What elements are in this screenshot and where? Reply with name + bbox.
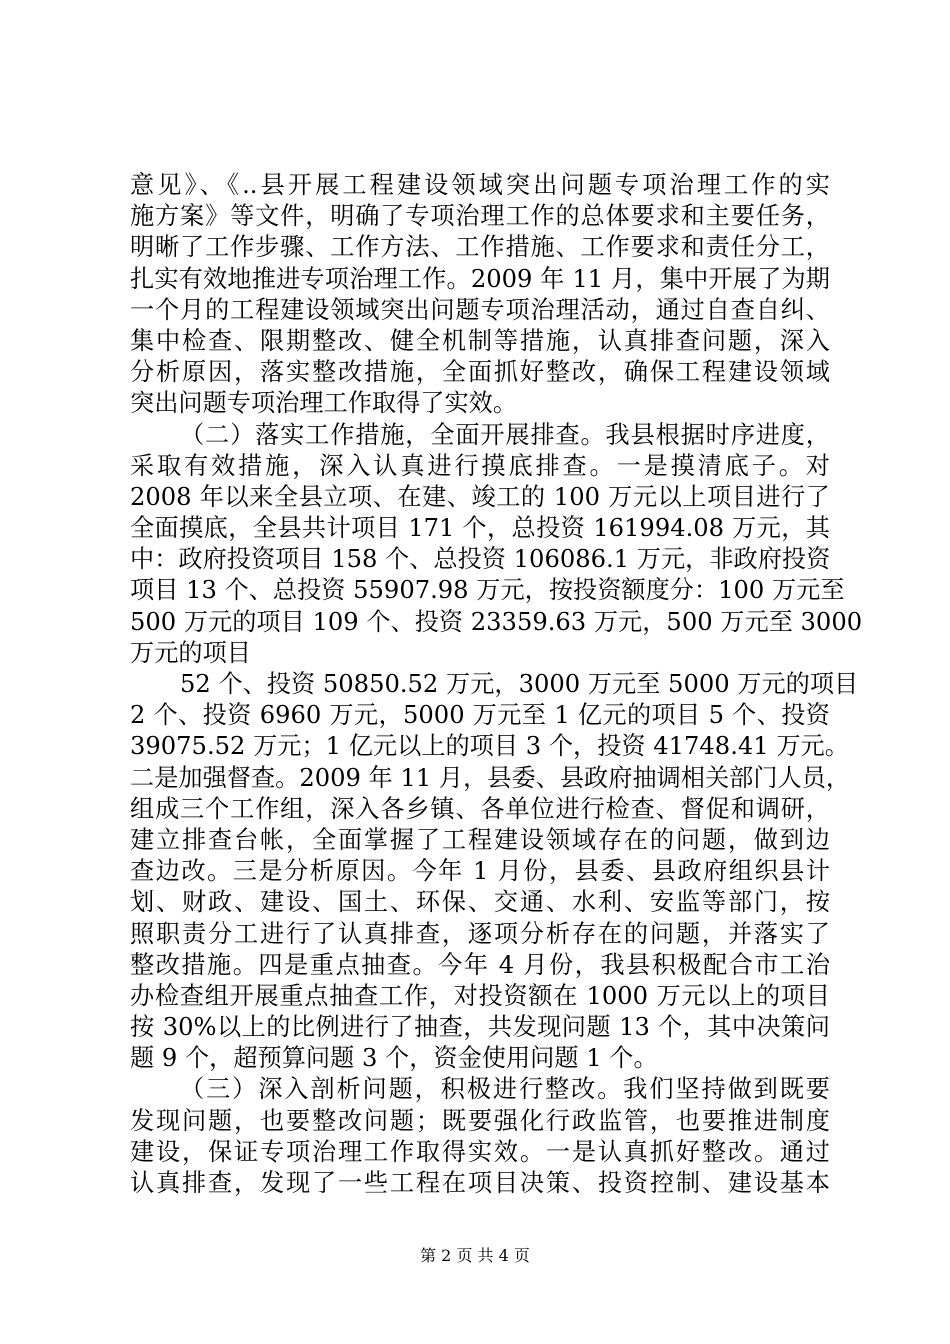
paragraph-start-line: （三）深入剖析问题，积极进行整改。我们坚持做到既要 (180, 1075, 830, 1104)
text-line: 划、财政、建设、国土、环保、交通、水利、安监等部门，按 (130, 888, 830, 917)
text-line: 项目 13 个、总投资 55907.98 万元，按投资额度分：100 万元至 (130, 576, 845, 605)
text-line: 全面摸底，全县共计项目 171 个，总投资 161994.08 万元，其 (130, 514, 830, 543)
body-text (130, 170, 863, 1199)
text-line: 采取有效措施，深入认真进行摸底排查。一是摸清底子。对 (130, 451, 830, 480)
text-line: 2008 年以来全县立项、在建、竣工的 100 万元以上项目进行了 (130, 482, 830, 511)
paragraph-start-line: （二）落实工作措施，全面开展排查。我县根据时序进度， (180, 420, 830, 449)
text-line: 整改措施。四是重点抽查。今年 4 月份，我县积极配合市工治 (130, 950, 830, 979)
text-line: 发现问题，也要整改问题；既要强化行政监管，也要推进制度 (130, 1106, 830, 1135)
text-line: 集中检查、限期整改、健全机制等措施，认真排查问题，深入 (130, 326, 830, 355)
text-line: 建设，保证专项治理工作取得实效。一是认真抓好整改。通过 (130, 1137, 830, 1166)
text-line: 题 9 个，超预算问题 3 个，资金使用问题 1 个。 (130, 1044, 658, 1073)
text-line: 万元的项目 (130, 638, 251, 667)
text-line: 按 30%以上的比例进行了抽查，共发现问题 13 个，其中决策问 (130, 1013, 830, 1042)
text-line: 查边改。三是分析原因。今年 1 月份，县委、县政府组织县计 (130, 857, 830, 886)
text-line: 中：政府投资项目 158 个、总投资 106086.1 万元，非政府投资 (130, 545, 831, 574)
text-line: 一个月的工程建设领域突出问题专项治理活动，通过自查自纠、 (130, 295, 830, 324)
text-line: 组成三个工作组，深入各乡镇、各单位进行检查、督促和调研， (130, 794, 830, 823)
text-line: 扎实有效地推进专项治理工作。2009 年 11 月，集中开展了为期 (130, 264, 830, 293)
text-line: 建立排查台帐，全面掌握了工程建设领域存在的问题，做到边 (130, 825, 830, 854)
page-number: 第 2 页 共 4 页 (420, 1246, 530, 1265)
text-line: 明晰了工作步骤、工作方法、工作措施、工作要求和责任分工， (130, 233, 830, 262)
text-line: 意见》、《..县开展工程建设领域突出问题专项治理工作的实 (130, 171, 830, 199)
text-line: 39075.52 万元；1 亿元以上的项目 3 个，投资 41748.41 万元。 (130, 732, 849, 761)
text-line: 办检查组开展重点抽查工作，对投资额在 1000 万元以上的项目 (130, 981, 830, 1010)
text-line: 照职责分工进行了认真排查，逐项分析存在的问题，并落实了 (130, 919, 830, 948)
page-footer (0, 1246, 950, 1266)
text-line: 分析原因，落实整改措施，全面抓好整改，确保工程建设领域 (130, 358, 830, 387)
text-line: 2 个、投资 6960 万元，5000 万元至 1 亿元的项目 5 个、投资 (130, 701, 830, 730)
text-line: 二是加强督查。2009 年 11 月，县委、县政府抽调相关部门人员， (130, 763, 851, 792)
text-line: 突出问题专项治理工作取得了实效。 (130, 389, 518, 418)
text-line: 500 万元的项目 109 个、投资 23359.63 万元，500 万元至 3000 (130, 607, 863, 636)
paragraph-start-line: 52 个、投资 50850.52 万元，3000 万元至 5000 万元的项目 (180, 670, 859, 698)
text-line: 施方案》等文件，明确了专项治理工作的总体要求和主要任务， (130, 202, 830, 231)
text-line: 认真排查，发现了一些工程在项目决策、投资控制、建设基本 (130, 1169, 830, 1197)
